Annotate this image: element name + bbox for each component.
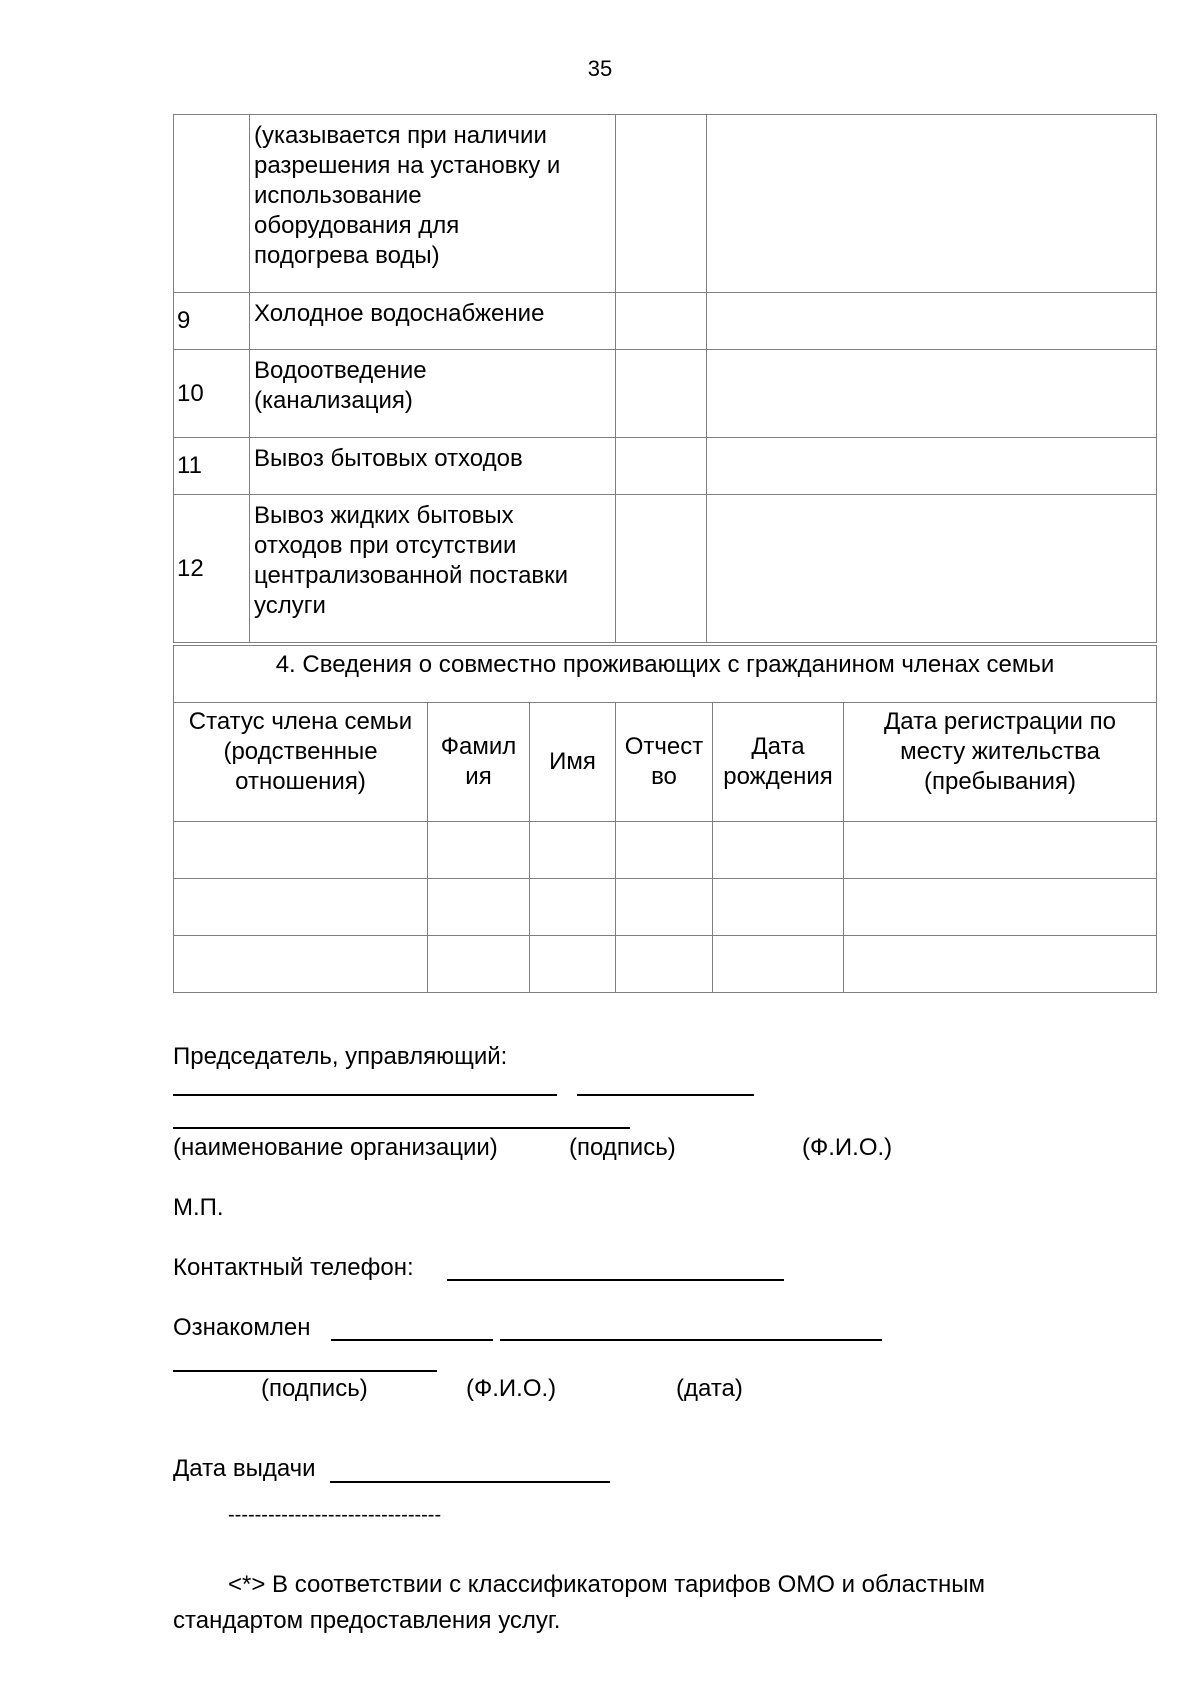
family-header-cell [174,703,428,822]
family-header-cell [530,703,616,822]
family-member-row [174,936,1157,993]
footnote-line-1: <*> В соответствии с классификатором тарифов ОМО и областным [228,1571,986,1598]
family-member-cell[interactable] [428,822,530,879]
org-caption: (наименование организации) [173,1134,498,1161]
service-number [174,115,250,293]
family-member-cell[interactable] [713,936,844,993]
service-description [250,115,616,293]
phone-line [447,1279,784,1281]
phone-label: Контактный телефон: [173,1254,414,1281]
family-header-line: Имя [549,748,596,775]
family-header-line: рождения [723,763,833,790]
ack-sign-line [331,1339,493,1341]
service-note-cell [707,350,1157,438]
family-member-cell[interactable] [844,879,1157,936]
service-description-line: Холодное водоснабжение [254,300,545,327]
family-header-line: отношения) [235,768,366,795]
service-note-cell [707,293,1157,350]
service-row [174,350,1157,438]
family-header-line: Статус члена семьи [188,708,413,735]
issue-date-label: Дата выдачи [173,1455,316,1482]
service-description-line: использование [254,182,422,209]
service-value-cell [616,495,707,643]
services-table [173,114,1157,643]
family-member-cell[interactable] [616,822,713,879]
service-description-line: Водоотведение [254,357,427,384]
service-number: 9 [174,293,250,350]
family-header-cell [428,703,530,822]
service-row [174,115,1157,293]
service-description [250,495,616,643]
service-description [250,350,616,438]
family-header-line: Дата [751,733,805,760]
fio-caption: (Ф.И.О.) [802,1134,893,1161]
service-note-cell [707,115,1157,293]
service-value-cell [616,293,707,350]
family-member-cell[interactable] [174,936,428,993]
family-header-line: месту жительства [900,738,1100,765]
family-header-line: Отчест [624,733,704,760]
footnote-line-2: стандартом предоставления услуг. [173,1607,561,1634]
family-members-table [173,645,1157,993]
family-header-line: Фамил [440,733,517,760]
service-description-line: подогрева воды) [254,242,440,269]
service-description-line: централизованной поставки [254,562,569,589]
service-description [250,293,616,350]
family-header-line: (пребывания) [924,768,1076,795]
service-description-line: отходов при отсутствии [254,532,517,559]
family-member-row [174,822,1157,879]
family-member-cell[interactable] [713,822,844,879]
service-description-line: Вывоз жидких бытовых [254,502,514,529]
family-header-line: ия [465,763,492,790]
service-number: 12 [174,495,250,643]
stamp-label: М.П. [173,1194,224,1221]
service-description [250,438,616,495]
family-header-line: (родственные [223,738,378,765]
service-description-line: услуги [254,592,326,619]
family-header-cell [713,703,844,822]
family-member-cell[interactable] [428,879,530,936]
service-note-cell [707,495,1157,643]
service-number: 10 [174,350,250,438]
family-member-cell[interactable] [174,879,428,936]
chairman-signature-line [577,1094,754,1096]
chairman-label: Председатель, управляющий: [173,1043,508,1070]
page-number: 35 [587,56,613,81]
footnote-separator: -------------------------------- [228,1504,442,1526]
ack-date-line [173,1370,437,1372]
family-header-row [174,703,1157,822]
family-header-line: Дата регистрации по [884,708,1116,735]
service-description-line: разрешения на установку и [254,152,561,179]
service-description-line: (указывается при наличии [254,122,547,149]
family-member-cell[interactable] [530,879,616,936]
family-member-cell[interactable] [616,936,713,993]
family-member-cell[interactable] [844,936,1157,993]
family-header-cell [844,703,1157,822]
service-row [174,438,1157,495]
family-member-cell[interactable] [713,879,844,936]
service-description-line: (канализация) [254,387,413,414]
chairman-fio-line [173,1127,630,1129]
family-header-line: во [651,763,677,790]
service-row [174,293,1157,350]
ack-fio-caption: (Ф.И.О.) [466,1375,557,1402]
service-value-cell [616,350,707,438]
ack-fio-line [500,1339,882,1341]
service-row [174,495,1157,643]
ack-sign-caption: (подпись) [261,1375,368,1402]
family-member-cell[interactable] [174,822,428,879]
service-description-line: оборудования для [254,212,460,239]
service-description-line: Вывоз бытовых отходов [254,445,523,472]
sign-caption: (подпись) [569,1134,676,1161]
service-note-cell [707,438,1157,495]
acquainted-label: Ознакомлен [173,1314,311,1341]
family-member-cell[interactable] [530,936,616,993]
service-value-cell [616,438,707,495]
service-number: 11 [174,438,250,495]
family-header-cell [616,703,713,822]
issue-date-line [330,1481,610,1483]
family-member-cell[interactable] [530,822,616,879]
family-member-cell[interactable] [616,879,713,936]
org-signature-line [173,1094,557,1096]
service-value-cell [616,115,707,293]
family-member-cell[interactable] [428,936,530,993]
ack-date-caption: (дата) [676,1375,743,1402]
family-member-cell[interactable] [844,822,1157,879]
family-section-title: 4. Сведения о совместно проживающих с гражданином членах семьи [174,646,1157,703]
family-member-row [174,879,1157,936]
